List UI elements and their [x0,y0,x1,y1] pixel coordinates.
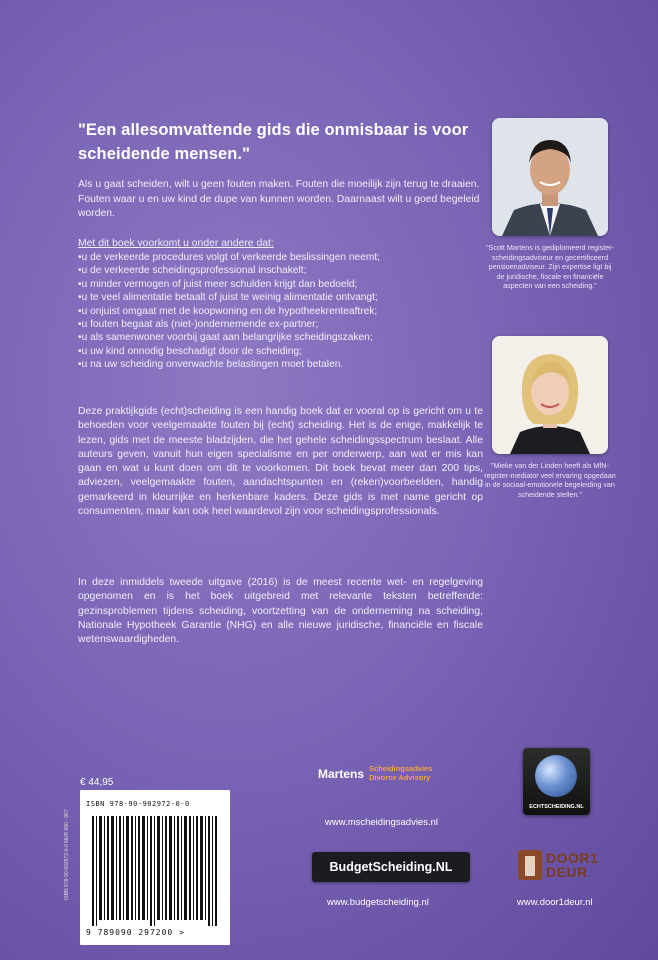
list-item: • u als samenwoner voorbij gaat aan belangrijke scheidingszaken; [78,331,483,344]
list-item: • u onjuist omgaat met de koopwoning en de hypotheekrenteaftrek; [78,305,483,318]
url-door1deur: www.door1deur.nl [517,897,593,908]
author-photo-scott [492,118,608,236]
isbn-label: ISBN 978-90-902972-0-0 [86,800,190,808]
list-item: • u uw kind onnodig beschadigt door de scheiding; [78,345,483,358]
door-icon [518,850,542,880]
door1deur-logo [518,850,598,880]
barcode-icon [92,816,218,926]
isbn-digits: 9 789090 297200 > [86,928,185,937]
martens-tagline-1: Scheidingsadvies [369,764,433,773]
martens-tagline-2: Divorce Advisory [369,772,431,782]
list-item: • u de verkeerde scheidingsprofessional inschakelt; [78,264,483,277]
martens-name: Martens [318,766,365,781]
list-item: • u minder vermogen of juist meer schulden krijgt dan bedoeld; [78,278,483,291]
woman-portrait-icon [492,336,608,454]
intro-paragraph: Als u gaat scheiden, wilt u geen fouten maken. Fouten die moeilijk zijn terug te draaien. Fouten waar u en uw kind de dupe van kunnen worden. Daarnaast wilt u goed begeleid worden. [78,179,480,220]
description-paragraph-1: Deze praktijkgids (echt)scheiding is een handig boek dat er vooral op is gericht om u te behoeden voor veelgemaakte fouten bij (echt) scheiding. Het is de enige, makkelijk te lezen, gids met de meeste bladzijden, die het gehele scheidingsspectrum beslaat. Alle auteurs geven, vanuit hun eigen specialisme en per onderwerp, aan wat er mis kan gaan en wat u kunt doen om dit te voorkomen. Dit boek bevat meer dan 200 tips, adviezen, veelgemaakte fouten, aandachtspunten en (reken)voorbeelden, handig gemarkeerd in kleurrijke en herkenbare kaders. Deze gids is met name gericht op consumenten, maar kan ook heel waardevol zijn voor scheidingsprofessionals. [78,406,483,518]
martens-tagline [369,765,432,782]
isbn-barcode [80,790,230,945]
url-martens: www.mscheidingsadvies.nl [325,817,438,828]
globe-icon [535,755,577,797]
list-item: • u fouten begaat als (niet-)ondernemende ex-partner; [78,318,483,331]
description-paragraph-2: In deze inmiddels tweede uitgave (2016) is de meest recente wet- en regelgeving opgenomen en is het boek uitgebreid met relevante teksten betreffende: gezinsproblemen tijdens scheiding, voortzetting van de onderneming na scheiding, Nationale Hypotheek Garantie (NHG) en alle nieuwe juridische, financiële en fiscale wetenswaardigheden. [78,577,483,646]
man-portrait-icon [492,118,608,236]
side-code: ISBN 978-90-902972-0-0 NUR 680 - 967 [64,809,70,900]
author-photo-mieke [492,336,608,454]
author-caption-mieke: "Mieke van der Linden heeft als MfN-register-mediator veel ervaring opgedaan in de sociaal-emotionele begeleiding van scheidende stellen." [484,461,616,499]
price: € 44,95 [80,777,114,788]
budgetscheiding-logo: BudgetScheiding.NL [312,852,470,882]
list-item: • u na uw scheiding onverwachte belastingen moet betalen. [78,358,483,371]
martens-logo [318,765,432,782]
door1deur-text-2: DEUR [546,864,588,880]
list-item: • u de verkeerde procedures volgt of verkeerde beslissingen neemt; [78,251,483,264]
author-caption-scott: "Scott Martens is gediplomeerd register-scheidingsadviseur en gecertificeerd pensioenadviseur. Zijn expertise ligt bij de juridische, fiscale en financiële aspecten van een scheiding." [486,243,614,291]
echtscheiding-logo [523,748,590,815]
back-cover-quote: "Een allesomvattende gids die onmisbaar is voor scheidende mensen." [78,121,469,163]
door1deur-text [546,851,598,879]
bullet-list [78,251,483,372]
echtscheiding-logo-text: ECHTSCHEIDING.NL [529,804,584,810]
door1deur-text-1: DOOR1 [546,850,599,866]
list-item: • u te veel alimentatie betaalt of juist te weinig alimentatie ontvangt; [78,291,483,304]
url-budgetscheiding: www.budgetscheiding.nl [327,897,429,908]
list-title: Met dit boek voorkomt u onder andere dat: [78,238,274,249]
